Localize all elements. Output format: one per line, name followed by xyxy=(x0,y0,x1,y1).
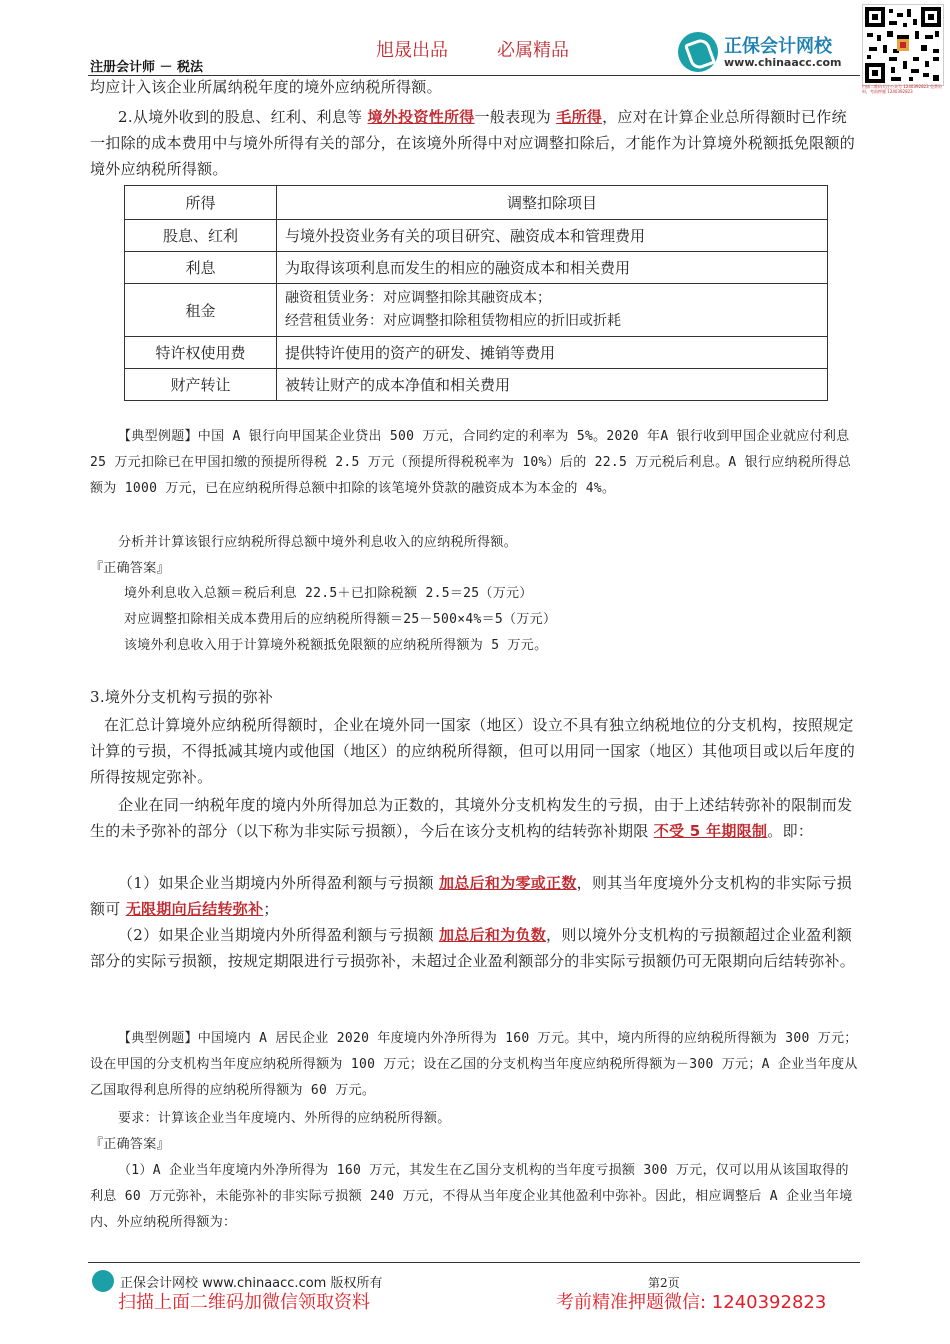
item-prefix: （2）如果企业当期境内外所得盈利额与亏损额 xyxy=(118,926,434,944)
table-header-income: 所得 xyxy=(125,186,277,220)
example1-answer-label: 『正确答案』 xyxy=(90,561,170,576)
section3-item2 xyxy=(90,922,860,974)
table-cell-line: 融资租赁业务：对应调整扣除其融资成本； xyxy=(285,290,551,306)
highlight-sum-nonnegative: 加总后和为零或正数 xyxy=(438,874,577,892)
highlight-gross-income: 毛所得 xyxy=(556,108,603,126)
table-cell-income: 财产转让 xyxy=(125,369,277,401)
table-cell-income: 特许权使用费 xyxy=(125,337,277,369)
item-mid: ，则其当年度境外分支机构的非实际亏损额可 xyxy=(90,874,853,918)
highlight-investment-income: 境外投资性所得 xyxy=(367,108,475,126)
logo-icon xyxy=(678,32,718,72)
example1-question: 分析并计算该银行应纳税所得总额中境外利息收入的应纳税所得额。 xyxy=(118,535,518,550)
highlight-unlimited-carryforward: 无限期向后结转弥补 xyxy=(125,900,264,918)
example1-answer-1: 境外利息收入总额＝税后利息 22.5＋已扣除税额 2.5＝25（万元） xyxy=(124,586,533,601)
course-title: 注册会计师 － 税法 xyxy=(90,60,204,75)
item-suffix: ； xyxy=(263,900,279,918)
example1-answer-2: 对应调整扣除相关成本费用后的应纳税所得额＝25－500×4%＝5（万元） xyxy=(124,612,557,627)
item-suffix: ，则以境外分支机构的亏损额超过企业盈利额部分的实际亏损额，按规定期限进行亏损弥补，未超过企业盈利额部分的非实际亏损额仍可无限期向后结转弥补。 xyxy=(90,926,856,970)
promo-qr-text: 扫描上面二维码加微信领取资料 xyxy=(118,1292,370,1313)
table-row xyxy=(125,337,828,369)
slogan-right: 必属精品 xyxy=(497,40,569,61)
slogan-left: 旭晟出品 xyxy=(376,40,448,61)
table-cell-item: 被转让财产的成本净值和相关费用 xyxy=(277,369,828,401)
highlight-sum-negative: 加总后和为负数 xyxy=(438,926,547,944)
table-cell-item: 提供特许使用的资产的研发、摊销等费用 xyxy=(277,337,828,369)
footer-copyright: 正保会计网校 www.chinaacc.com 版权所有 xyxy=(120,1276,383,1291)
table-row xyxy=(125,220,828,252)
example1-answer-3: 该境外利息收入用于计算境外税额抵免限额的应纳税所得额为 5 万元。 xyxy=(124,638,548,653)
section3-item1 xyxy=(90,870,860,922)
table-cell-item xyxy=(277,284,828,337)
table-cell-item: 与境外投资业务有关的项目研究、融资成本和管理费用 xyxy=(277,220,828,252)
para2-mid: 一般表现为 xyxy=(474,108,552,126)
section3-para1: 在汇总计算境外应纳税所得额时，企业在境外同一国家（地区）设立不具有独立纳税地位的分支机构，按照规定计算的亏损，不得抵减其境内或他国（地区）的应纳税所得额，但可以用同一国家（地区）其他项目或以后年度的所得按规定弥补。 xyxy=(90,716,856,786)
footer-logo-icon xyxy=(92,1270,114,1292)
example2-question: 要求：计算该企业当年度境内、外所得的应纳税所得额。 xyxy=(118,1111,451,1126)
table-cell-line: 经营租赁业务：对应调整扣除租赁物相应的折旧或折耗 xyxy=(285,313,621,329)
para-prefix: 企业在同一纳税年度的境内外所得加总为正数的，其境外分支机构发生的亏损，由于上述结转弥补的限制而发生的未予弥补的部分（以下称为非实际亏损额），今后在该分支机构的结转弥补期限 xyxy=(90,796,853,840)
para-suffix: 。即： xyxy=(767,822,814,840)
table-cell-income: 利息 xyxy=(125,252,277,284)
example2-answer-label: 『正确答案』 xyxy=(90,1137,170,1152)
para2-suffix: ，应对在计算企业总所得额时已作统一扣除的成本费用中与境外所得有关的部分，在该境外所得中对应调整扣除后，才能作为计算境外税额抵免限额的境外应纳税所得额。 xyxy=(90,108,856,178)
qr-note: 扫描二维码关注公众号 1240392823 免费资料，考前押题 1240392823 xyxy=(862,84,942,94)
paragraph-2 xyxy=(90,104,860,182)
section3-para2 xyxy=(90,792,860,844)
table-header-item: 调整扣除项目 xyxy=(277,186,828,220)
brand-logo[interactable] xyxy=(678,28,858,74)
footer-divider xyxy=(88,1262,860,1263)
example2-answer-text: （1）A 企业当年度境内外净所得为 160 万元，其发生在乙国分支机构的当年度亏损额 300 万元，仅可以用从该国取得的利息 60 万元弥补，未能弥补的非实际亏损额 240 万元，不得从当年度企业其他盈利中弥补。因此，相应调整后 A 企业当年境内、外应纳税所得额为： xyxy=(90,1163,853,1230)
logo-url: www.chinaacc.com xyxy=(724,56,842,69)
table-header-row xyxy=(125,186,828,220)
table-cell-item: 为取得该项利息而发生的相应的融资成本和相关费用 xyxy=(277,252,828,284)
logo-title: 正保会计网校 xyxy=(724,36,832,57)
deduction-table xyxy=(124,185,828,401)
table-row xyxy=(125,369,828,401)
table-cell-income: 租金 xyxy=(125,284,277,337)
example1-text: 【典型例题】中国 A 银行向甲国某企业贷出 500 万元，合同约定的利率为 5%。2020 年A 银行收到甲国企业就应付利息 25 万元扣除已在甲国扣缴的预提所得税 2.5 万元（预提所得税税率为 10%）后的 22.5 万元税后利息。A 银行应纳税所得总额为 1000 万元，已在应纳税所得总额中扣除的该笔境外贷款的融资成本为本金的 4%。 xyxy=(90,429,852,496)
para2-prefix: 2.从境外收到的股息、红利、利息等 xyxy=(118,108,363,126)
paragraph-line1: 均应计入该企业所属纳税年度的境外应纳税所得额。 xyxy=(90,78,442,96)
table-row xyxy=(125,252,828,284)
highlight-no-5-year-limit: 不受 5 年期限制 xyxy=(653,822,768,840)
item-prefix: （1）如果企业当期境内外所得盈利额与亏损额 xyxy=(118,874,434,892)
section3-title: 3.境外分支机构亏损的弥补 xyxy=(90,688,274,706)
page-number: 第2页 xyxy=(648,1276,680,1290)
table-row xyxy=(125,284,828,337)
qr-code-icon[interactable] xyxy=(862,4,944,86)
table-cell-income: 股息、红利 xyxy=(125,220,277,252)
promo-wechat-text: 考前精准押题微信: 1240392823 xyxy=(556,1292,827,1313)
example2-text: 【典型例题】中国境内 A 居民企业 2020 年度境内外净所得为 160 万元。其中，境内所得的应纳税所得额为 300 万元；设在甲国的分支机构当年度应纳税所得额为 100 万元；设在乙国的分支机构当年度应纳税所得额为－300 万元；A 企业当年度从乙国取得利息所得的应纳税所得额为 60 万元。 xyxy=(90,1031,858,1098)
